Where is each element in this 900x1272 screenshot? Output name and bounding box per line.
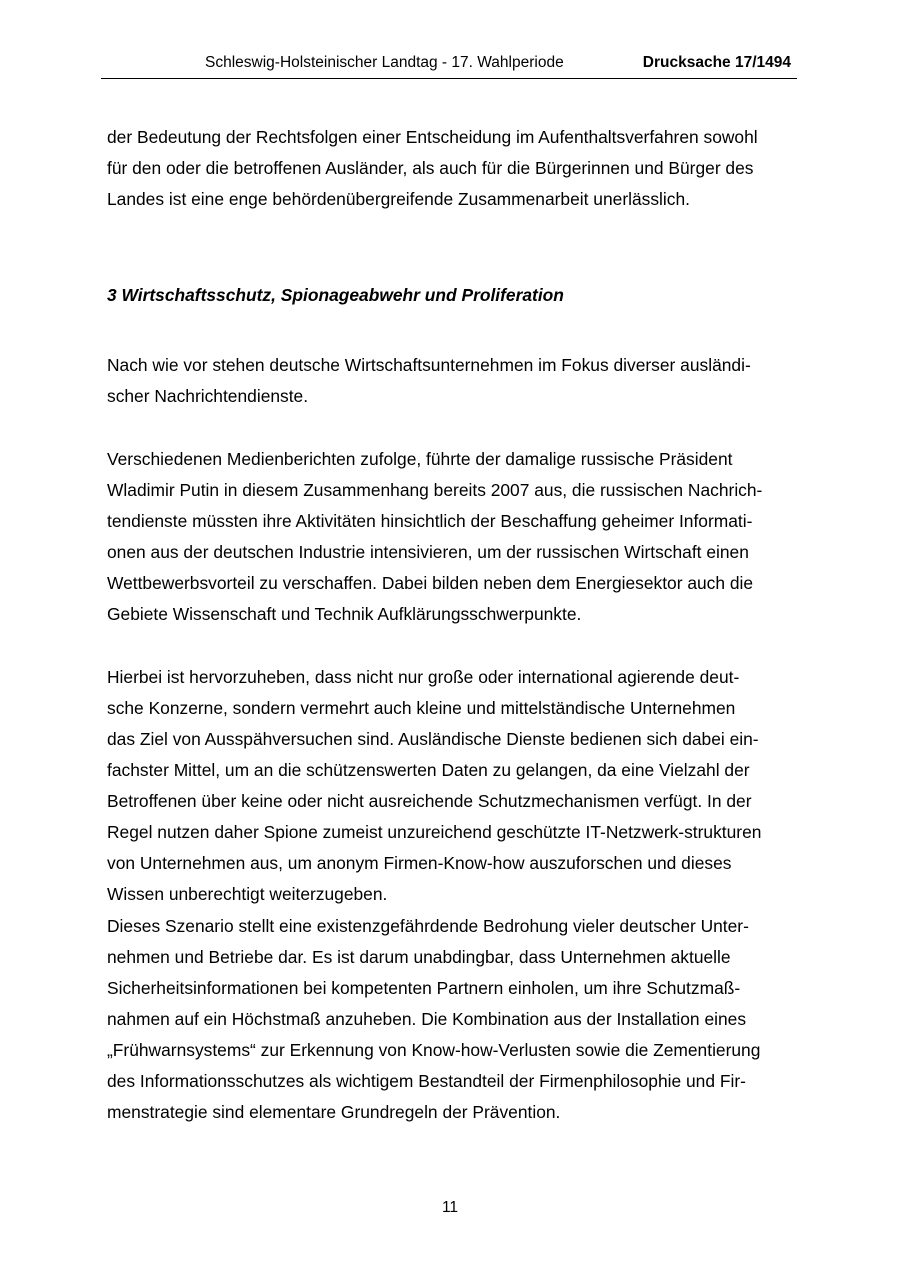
text-line: menstrategie sind elementare Grundregeln der Prävention. [107, 1102, 561, 1122]
text-line: Landes ist eine enge behördenübergreifende Zusammenarbeit unerlässlich. [107, 189, 690, 209]
parliament-title: Schleswig-Holsteinischer Landtag - 17. Wahlperiode [205, 54, 564, 71]
text-line: der Bedeutung der Rechtsfolgen einer Entscheidung im Aufenthaltsverfahren sowohl [107, 127, 758, 147]
text-line: von Unternehmen aus, um anonym Firmen-Know-how auszuforschen und dieses [107, 853, 732, 873]
text-line: „Frühwarnsystems“ zur Erkennung von Know-how-Verlusten sowie die Zementierung [107, 1040, 761, 1060]
document-number: Drucksache 17/1494 [642, 54, 791, 71]
text-line: Wladimir Putin in diesem Zusammenhang bereits 2007 aus, die russischen Nachrich- [107, 480, 763, 500]
text-line: onen aus der deutschen Industrie intensivieren, um der russischen Wirtschaft einen [107, 542, 749, 562]
text-line: Wissen unberechtigt weiterzugeben. [107, 884, 388, 904]
text-line: Betroffenen über keine oder nicht ausreichende Schutzmechanismen verfügt. In der [107, 791, 752, 811]
text-line: Wettbewerbsvorteil zu verschaffen. Dabei bilden neben dem Energiesektor auch die [107, 573, 754, 593]
text-line: das Ziel von Ausspähversuchen sind. Ausländische Dienste bedienen sich dabei ein- [107, 729, 759, 749]
text-line: Nach wie vor stehen deutsche Wirtschaftsunternehmen im Fokus diverser ausländi- [107, 355, 751, 375]
text-line: sche Konzerne, sondern vermehrt auch kleine und mittelständische Unternehmen [107, 698, 736, 718]
text-line: für den oder die betroffenen Ausländer, als auch für die Bürgerinnen und Bürger des [107, 158, 754, 178]
text-line: Dieses Szenario stellt eine existenzgefährdende Bedrohung vieler deutscher Unter- [107, 916, 749, 936]
page-number: 11 [441, 1199, 459, 1216]
text-line: Hierbei ist hervorzuheben, dass nicht nur große oder international agierende deut- [107, 667, 740, 687]
text-line: nehmen und Betriebe dar. Es ist darum unabdingbar, dass Unternehmen aktuelle [107, 947, 731, 967]
text-line: scher Nachrichtendienste. [107, 386, 309, 406]
text-line: fachster Mittel, um an die schützenswerten Daten zu gelangen, da eine Vielzahl der [107, 760, 750, 780]
text-line: nahmen auf ein Höchstmaß anzuheben. Die Kombination aus der Installation eines [107, 1009, 747, 1029]
text-line: Regel nutzen daher Spione zumeist unzureichend geschützte IT-Netzwerk-strukturen [107, 822, 762, 842]
text-line: Sicherheitsinformationen bei kompetenten Partnern einholen, um ihre Schutzmaß- [107, 978, 741, 998]
section-heading: 3 Wirtschaftsschutz, Spionageabwehr und Proliferation [107, 285, 564, 305]
text-line: Gebiete Wissenschaft und Technik Aufklärungsschwerpunkte. [107, 604, 582, 624]
text-line: Verschiedenen Medienberichten zufolge, führte der damalige russische Präsident [107, 449, 733, 469]
text-line: des Informationsschutzes als wichtigem Bestandteil der Firmenphilosophie und Fir- [107, 1071, 746, 1091]
text-line: tendienste müssten ihre Aktivitäten hinsichtlich der Beschaffung geheimer Informati- [107, 511, 753, 531]
page-header [101, 52, 797, 79]
